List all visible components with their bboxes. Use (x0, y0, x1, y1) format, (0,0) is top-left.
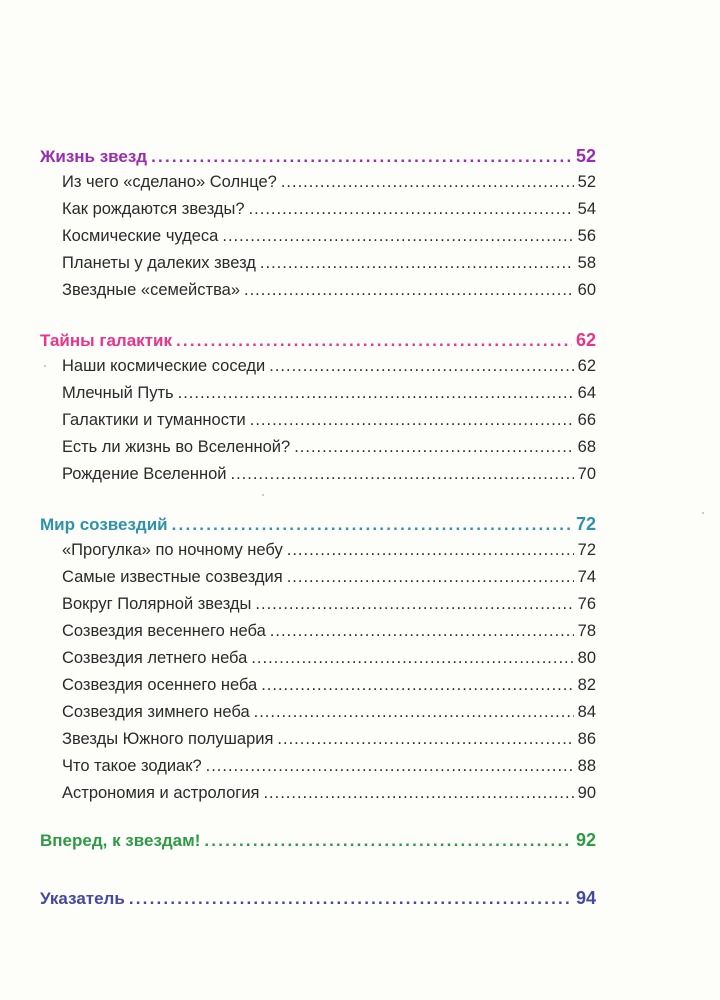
toc-entry[interactable] (62, 541, 596, 565)
section-page-number: 52 (575, 146, 596, 166)
entry-title: Есть ли жизнь во Вселенной? (62, 438, 291, 456)
toc-entry[interactable] (62, 568, 596, 592)
entry-title: Звездные «семейства» (62, 281, 241, 299)
entry-page-number: 76 (577, 595, 596, 613)
entry-page-number: 88 (577, 757, 596, 775)
entry-page-number: 86 (577, 730, 596, 748)
toc-entry[interactable] (62, 622, 596, 646)
entry-title: Созвездия летнего неба (62, 649, 248, 667)
dot-leader (287, 568, 574, 587)
toc-entry[interactable] (62, 784, 596, 808)
entry-page-number: 90 (577, 784, 596, 802)
dot-leader (151, 147, 572, 167)
section-heading[interactable] (40, 330, 596, 354)
section-page-number: 92 (575, 830, 596, 850)
dot-leader (263, 784, 573, 803)
dot-leader (129, 889, 572, 909)
dot-leader (260, 254, 574, 273)
entry-title: Млечный Путь (62, 384, 174, 402)
toc-entry[interactable] (62, 357, 596, 381)
dot-leader (261, 676, 573, 695)
section-page-number: 94 (575, 888, 596, 908)
section-heading[interactable] (40, 830, 596, 854)
entry-page-number: 56 (577, 227, 596, 245)
toc-entry[interactable] (62, 438, 596, 462)
section-heading[interactable] (40, 146, 596, 170)
entry-title: «Прогулка» по ночному небу (62, 541, 283, 559)
toc-entry[interactable] (62, 173, 596, 197)
entry-page-number: 66 (577, 411, 596, 429)
dot-leader (178, 384, 574, 403)
section-page-number: 62 (575, 330, 596, 350)
toc-entry[interactable] (62, 730, 596, 754)
dot-leader (204, 831, 572, 851)
dot-leader (249, 200, 574, 219)
entry-title: Самые известные созвездия (62, 568, 283, 586)
dot-leader (250, 411, 574, 430)
toc-entry[interactable] (62, 676, 596, 700)
dot-leader (251, 649, 573, 668)
dot-leader (255, 595, 573, 614)
entry-page-number: 84 (577, 703, 596, 721)
entry-title: Вокруг Полярной звезды (62, 595, 252, 613)
entry-title: Из чего «сделано» Солнце? (62, 173, 277, 191)
section-title: Указатель (40, 889, 125, 908)
dot-leader (231, 465, 574, 484)
toc-entry[interactable] (62, 200, 596, 224)
entry-title: Созвездия осеннего неба (62, 676, 258, 694)
toc-entry[interactable] (62, 595, 596, 619)
entry-page-number: 54 (577, 200, 596, 218)
entry-title: Что такое зодиак? (62, 757, 202, 775)
dot-leader (176, 331, 572, 351)
entry-title: Созвездия весеннего неба (62, 622, 266, 640)
paper-speck (702, 512, 704, 514)
toc-entry[interactable] (62, 757, 596, 781)
section-title: Вперед, к звездам! (40, 831, 201, 850)
dot-leader (254, 703, 574, 722)
toc-entry[interactable] (62, 703, 596, 727)
dot-leader (277, 730, 573, 749)
entry-page-number: 70 (577, 465, 596, 483)
entry-page-number: 62 (577, 357, 596, 375)
entry-page-number: 78 (577, 622, 596, 640)
section-heading[interactable] (40, 888, 596, 912)
dot-leader (244, 281, 574, 300)
entry-title: Как рождаются звезды? (62, 200, 245, 218)
toc-entry[interactable] (62, 384, 596, 408)
paper-speck (262, 494, 264, 496)
entry-title: Наши космические соседи (62, 357, 266, 375)
entry-page-number: 80 (577, 649, 596, 667)
dot-leader (206, 757, 574, 776)
entry-page-number: 74 (577, 568, 596, 586)
entry-page-number: 68 (577, 438, 596, 456)
entry-title: Рождение Вселенной (62, 465, 227, 483)
toc-entry[interactable] (62, 649, 596, 673)
section-title: Жизнь звезд (40, 147, 148, 166)
entry-page-number: 64 (577, 384, 596, 402)
entry-page-number: 72 (577, 541, 596, 559)
toc-entry[interactable] (62, 254, 596, 278)
entry-title: Галактики и туманности (62, 411, 246, 429)
section-page-number: 72 (575, 514, 596, 534)
entry-title: Астрономия и астрология (62, 784, 260, 802)
toc-entry[interactable] (62, 227, 596, 251)
dot-leader (270, 622, 574, 641)
section-heading[interactable] (40, 514, 596, 538)
entry-title: Космические чудеса (62, 227, 219, 245)
entry-page-number: 82 (577, 676, 596, 694)
dot-leader (294, 438, 573, 457)
entry-page-number: 60 (577, 281, 596, 299)
entry-page-number: 52 (577, 173, 596, 191)
entry-page-number: 58 (577, 254, 596, 272)
dot-leader (269, 357, 573, 376)
dot-leader (281, 173, 574, 192)
toc-entry[interactable] (62, 465, 596, 489)
dot-leader (287, 541, 574, 560)
entry-title: Звезды Южного полушария (62, 730, 274, 748)
toc-entry[interactable] (62, 411, 596, 435)
toc-entry[interactable] (62, 281, 596, 305)
paper-speck (44, 365, 46, 367)
section-title: Тайны галактик (40, 331, 172, 350)
entry-title: Созвездия зимнего неба (62, 703, 250, 721)
entry-title: Планеты у далеких звезд (62, 254, 256, 272)
section-title: Мир созвездий (40, 515, 168, 534)
dot-leader (172, 515, 572, 535)
dot-leader (222, 227, 573, 246)
